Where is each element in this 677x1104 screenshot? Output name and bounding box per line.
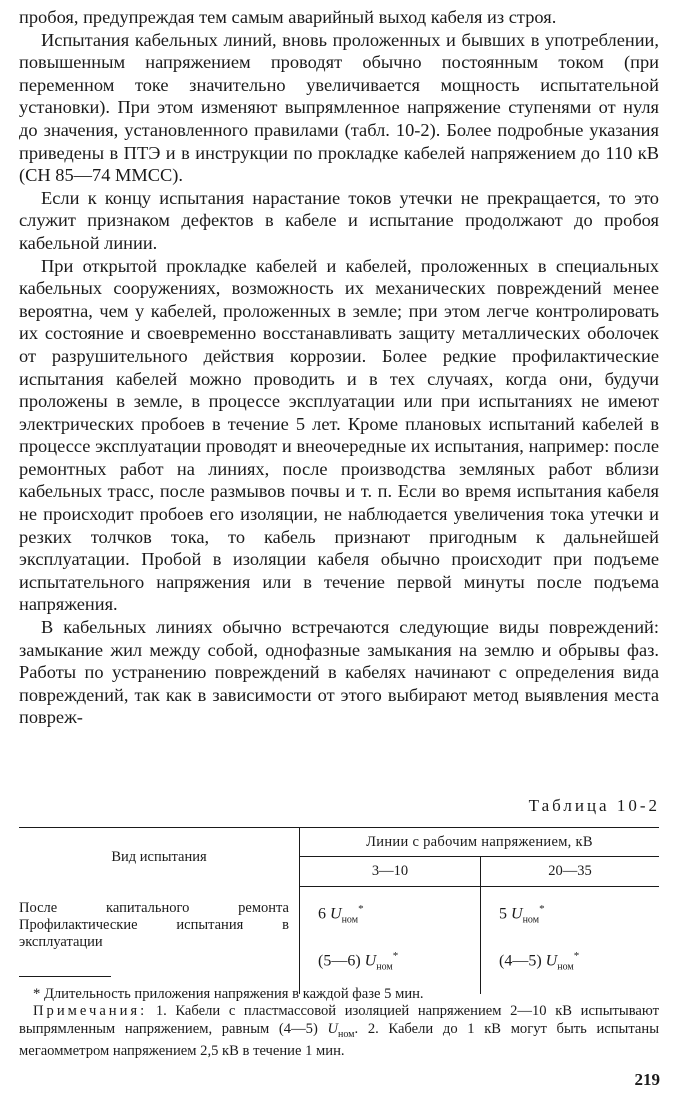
value-preventive: (5—6) $U_{ном}^*$ [318, 950, 399, 973]
header-line-voltage: Линии с рабочим напряжением, кВ [300, 828, 660, 857]
header-3-10: 3—10 [300, 857, 481, 886]
paragraph: Испытания кабельных линий, вновь проложенных и бывших в употреблении, повышенным напряжением проводят обычно постоянным током (при переменном токе значительно увеличивается мощность испытательной установки). При этом изменяют выпрямленное напряжение ступенями от нуля до значения, установленного правилами (табл. 10-2). Более подробные указания приведены в ПТЭ и в инструкции по прокладке кабелей напряжением до 110 кВ (СН 85—74 ММСС). [19, 29, 659, 186]
value-cell-20-35 [481, 886, 660, 994]
value-cell-3-10 [300, 886, 481, 994]
test-kind-cell: После капитального ремонта Профилактические испытания в эксплуатации [19, 886, 300, 994]
test-voltage-table [19, 827, 659, 994]
header-test-kind: Вид испытания [19, 828, 300, 887]
paragraph: В кабельных линиях обычно встречаются следующие виды повреждений: замыкание жил между собой, однофазные замыкания на землю и обрывы фаз. Работы по устранению повреждений в кабелях начинают с определения вида повреждений, так как в зависимости от этого выбирают метод выявления места повреж- [19, 617, 659, 728]
header-20-35: 20—35 [481, 857, 660, 886]
value-after-repair: 6 $U_{ном}^*$ [318, 902, 364, 926]
footnote-divider [19, 976, 111, 977]
paragraph: При открытой прокладке кабелей и кабелей, проложенных в специальных кабельных сооружениях, возможность их механических повреждений менее вероятна, чем у кабелей, проложенных в земле; при этом легче контролировать их состояние и своевременно восстанавливать защиту металлических оболочек от разрушительного действия коррозии. Более редкие профилактические испытания кабелей можно проводить и в тех случаях, когда они, будучи проложены в земле, в процессе эксплуатации или при испытаниях не имеют электрических пробоев в течение 5 лет. Кроме плановых испытаний кабелей в процессе эксплуатации проводят и внеочередные их испытания, например: после ремонтных работ на линиях, после производства земляных работ вблизи кабельных трасс, после размывов почвы и т. п. Если во время испытания кабеля не происходит пробоев его изоляции, не наблюдается увеличения тока утечки и резких толчков тока, то кабель признают пригодным к дальнейшей эксплуатации. Пробой в изоляции кабеля обычно происходит при подъеме испытательного напряжения или в течение первой минуты после подъема напряжения. [19, 255, 659, 615]
value-after-repair: 5 $U_{ном}^*$ [499, 902, 545, 926]
notes-label: Примечания: [33, 1003, 148, 1020]
footnotes [19, 986, 659, 1061]
footnote-asterisk: * Длительность приложения напряжения в каждой фазе 5 мин. [33, 986, 424, 1002]
body-text [19, 6, 659, 729]
footnote-notes: Примечания: 1. Кабели с пластмассовой изоляцией напряжением 2—10 кВ испытывают выпрямленным напряжением, равным (4—5) $U_{ном}$. 2. Кабели до 1 кВ могут быть испытаны мегаомметром напряжением 2,5 кВ в течение 1 мин. [19, 1003, 659, 1060]
page-number: 219 [634, 1070, 660, 1089]
paragraph: Если к концу испытания нарастание токов утечки не прекращается, то это служит признаком дефектов в кабеле и испытание продолжают до пробоя кабельной линии. [19, 187, 659, 253]
value-preventive: (4—5) $U_{ном}^*$ [499, 950, 580, 973]
table-caption: Таблица 10-2 [528, 796, 660, 815]
paragraph: пробоя, предупреждая тем самым аварийный выход кабеля из строя. [19, 7, 557, 27]
table-row [19, 886, 659, 994]
